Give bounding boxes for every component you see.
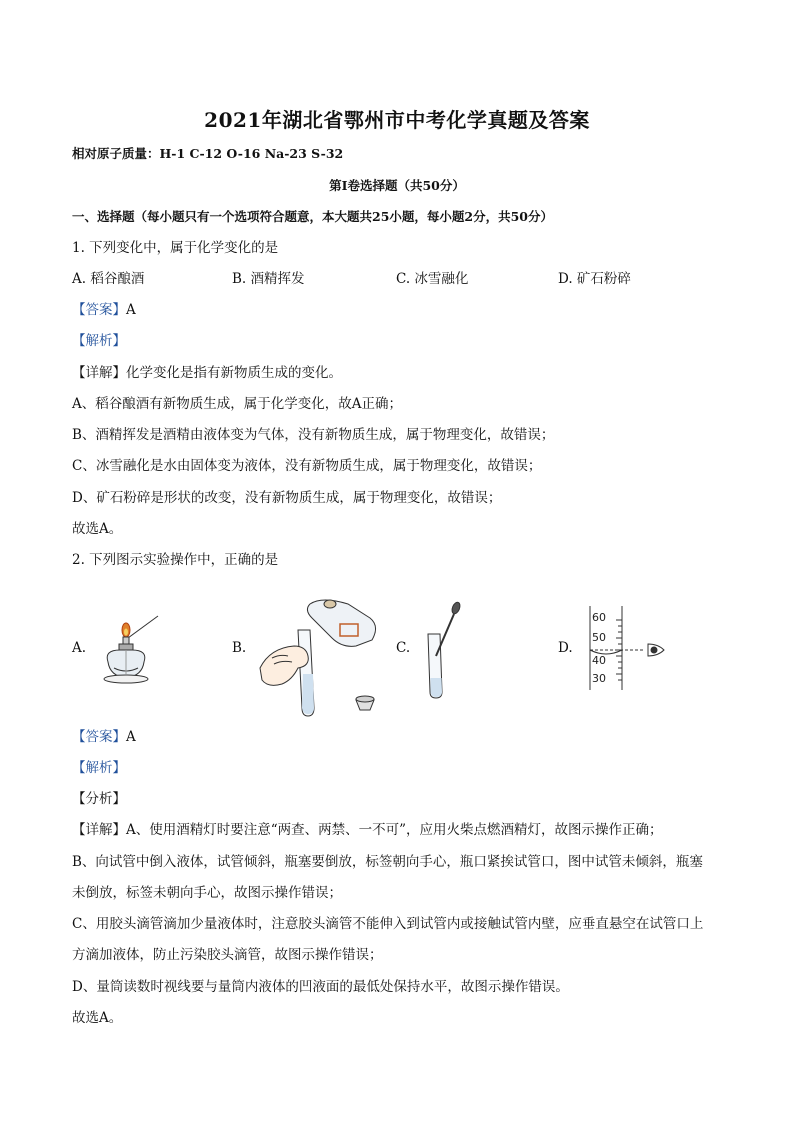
section-heading: 第Ⅰ卷选择题（共50分） <box>329 178 465 193</box>
q2-line-d: D、量筒读数时视线要与量筒内液体的凹液面的最低处保持水平，故图示操作错误。 <box>72 979 569 995</box>
q2-detail <box>72 821 663 839</box>
detail-text: A、使用酒精灯时要注意“两查、两禁、一不可”，应用火柴点燃酒精灯，故图示操作正确； <box>126 822 663 838</box>
alcohol-lamp-figure <box>94 610 166 686</box>
q2-analysis-tag: 【解析】 <box>72 760 126 776</box>
dropper-figure <box>418 598 474 702</box>
answer-tag: 【答案】 <box>72 729 126 745</box>
q2-line-b1: B、向试管中倒入液体，试管倾斜，瓶塞要倒放，标签朝向手心，瓶口紧挨试管口，图中试管未倾斜，瓶塞 <box>72 854 703 870</box>
q2-line-b2: 未倒放，标签未朝向手心，故图示操作错误； <box>72 885 342 901</box>
detail-tag: 【详解】 <box>72 365 126 381</box>
answer-value: A <box>126 302 136 318</box>
q2-line-c1: C、用胶头滴管滴加少量液体时，注意胶头滴管不能伸入到试管内或接触试管内壁，应垂直悬空在试管口上 <box>72 916 704 932</box>
q1-stem: 1. 下列变化中，属于化学变化的是 <box>72 240 279 256</box>
q1-option-c: C. 冰雪融化 <box>396 271 469 287</box>
tick-label-40: 40 <box>592 654 606 667</box>
q1-analysis-tag: 【解析】 <box>72 333 126 349</box>
q1-conclusion: 故选A。 <box>72 521 123 537</box>
q2-fig-label-b: B. <box>232 640 247 656</box>
atomic-mass-line: 相对原子质量：H-1 C-12 O-16 Na-23 S-32 <box>72 146 344 161</box>
q2-fig-label-a: A. <box>72 640 87 656</box>
q1-answer <box>72 301 136 319</box>
graduated-cylinder-figure <box>586 604 668 692</box>
q1-line-c: C、冰雪融化是水由固体变为液体，没有新物质生成，属于物理变化，故错误； <box>72 458 542 474</box>
q1-option-b: B. 酒精挥发 <box>232 271 305 287</box>
q2-fig-label-d: D. <box>558 640 573 656</box>
page-title: 2021年湖北省鄂州市中考化学真题及答案 <box>204 108 590 132</box>
part-heading: 一、选择题（每小题只有一个选项符合题意，本大题共25小题，每小题2分，共50分） <box>72 209 553 224</box>
pouring-liquid-figure <box>252 596 392 718</box>
q2-line-c2: 方滴加液体，防止污染胶头滴管，故图示操作错误； <box>72 947 383 963</box>
q2-answer <box>72 728 136 746</box>
answer-tag: 【答案】 <box>72 302 126 318</box>
tick-label-30: 30 <box>592 672 606 685</box>
q2-stem: 2. 下列图示实验操作中，正确的是 <box>72 552 279 568</box>
q1-line-b: B、酒精挥发是酒精由液体变为气体，没有新物质生成，属于物理变化，故错误； <box>72 427 555 443</box>
answer-value: A <box>126 729 136 745</box>
q1-option-d: D. 矿石粉碎 <box>558 271 631 287</box>
q1-line-a: A、稻谷酿酒有新物质生成，属于化学变化，故A正确； <box>72 396 402 412</box>
q2-conclusion: 故选A。 <box>72 1010 123 1026</box>
tick-label-60: 60 <box>592 611 606 624</box>
q1-option-a: A. 稻谷酿酒 <box>72 271 145 287</box>
q2-fenxi-tag: 【分析】 <box>72 791 126 807</box>
tick-label-50: 50 <box>592 631 606 644</box>
q1-detail <box>72 364 342 382</box>
q1-line-d: D、矿石粉碎是形状的改变，没有新物质生成，属于物理变化，故错误； <box>72 490 502 506</box>
detail-tag: 【详解】 <box>72 822 126 838</box>
detail-text: 化学变化是指有新物质生成的变化。 <box>126 365 342 381</box>
q2-fig-label-c: C. <box>396 640 411 656</box>
